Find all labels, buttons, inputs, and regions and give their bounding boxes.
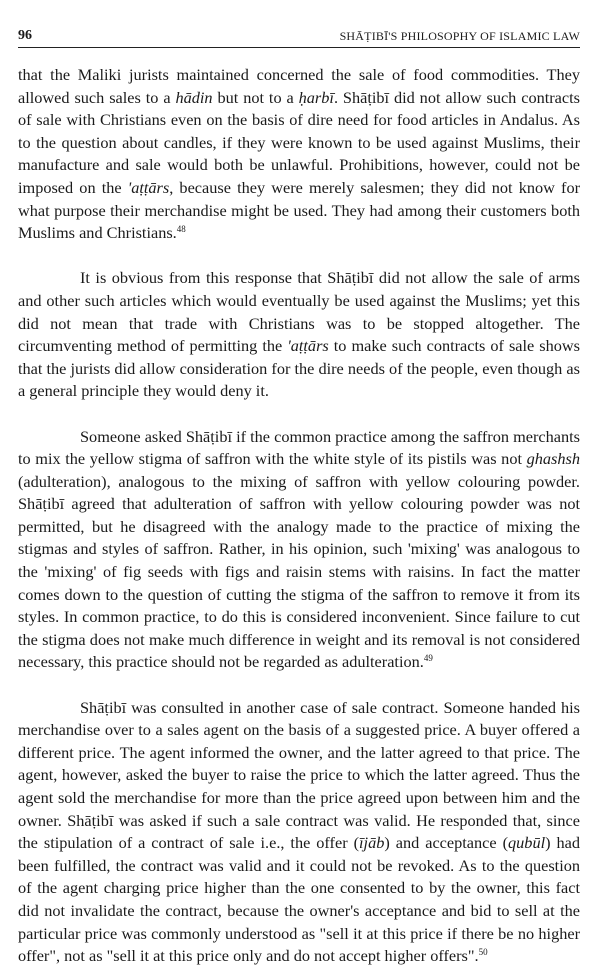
text-run: Shāṭibī was consulted in another case of sale contract. Someone handed his merchandise over to a sales agent on the basis of a suggested price. A buyer offered a different price. The agent informed the owner, and the latter agreed to that price. The agent, however, asked the buyer to raise the price to which the latter agreed. Thus the agent sold the merchandise for more than the price agreed upon between him and the owner. Shāṭibī was asked if such a sale contract was valid. He responded that, since the stipulation of a contract of sale i.e., the offer ( bbox=[18, 697, 580, 853]
text-run: (adulteration), analogous to the mixing of saffron with yellow colouring powder. Shāṭibī agreed that adulteration of saffron with yellow colouring powder was not permitted, but he disagreed with the analogy made to the practice of mixing the stigmas and styles of saffron. Rather, in his opinion, such 'mixing' was analogous to the 'mixing' of fig seeds with figs and raisin stems with raisins. In fact the matter comes down to the question of cutting the stigma of the saffron to remove it from its styles. In common practice, to do this is considered inconvenient. Since failure to cut the stigma does not make much difference in weight and its removal is not considered necessary, this practice should not be regarded as adulteration. bbox=[18, 471, 580, 672]
italic-term: ghashsh bbox=[526, 449, 580, 469]
italic-term: 'aṭṭārs bbox=[127, 177, 170, 197]
body-text bbox=[18, 64, 580, 968]
italic-term: 'aṭṭārs bbox=[287, 336, 329, 356]
italic-term: qubūl bbox=[508, 833, 546, 853]
paragraph-4 bbox=[18, 697, 580, 968]
italic-term: ḥarbī bbox=[298, 87, 334, 107]
text-run: ) and acceptance ( bbox=[384, 833, 509, 853]
text-run: that the Maliki jurists maintained concerned the sale of food commodities. They allowed such sales to a bbox=[18, 65, 580, 107]
page-header bbox=[18, 20, 580, 48]
text-run: ) had been fulfilled, the contract was valid and it could not be revoked. As to the question of the agent charging price higher than the one consented to by the owner, this fact did not invalidate the contract, because the owner's acceptance and bid to sell at the particular price was commonly understood as "sell it at this price if there be no higher offer", not as "sell it at this price only and do not accept higher offers". bbox=[18, 833, 581, 966]
paragraph-3 bbox=[18, 426, 580, 675]
footnote-ref: 48 bbox=[176, 224, 186, 235]
italic-term: hādin bbox=[175, 87, 213, 107]
text-run: to make such contracts of sale shows that the jurists did allow consideration for the dire needs of the people, even though as a general principle they would deny it. bbox=[18, 336, 581, 401]
paragraph-1 bbox=[18, 64, 580, 245]
paragraph-2 bbox=[18, 267, 580, 403]
italic-term: ījāb bbox=[359, 833, 385, 853]
text-run: . Shāṭibī did not allow such contracts of sale with Christians even on the basis of dire need for food articles in Andalus. As to the question about candles, if they were known to be used against Muslims, their manufacture and sale would both be unlawful. Prohibitions, however, could not be imposed on the bbox=[18, 87, 580, 197]
footnote-ref: 50 bbox=[478, 947, 488, 958]
footnote-ref: 49 bbox=[423, 653, 433, 664]
text-run: It is obvious from this response that Shāṭibī did not allow the sale of arms and other such articles which would eventually be used against the Muslims; yet this did not mean that trade with Christians was to be stopped altogether. The circumventing method of permitting the bbox=[18, 268, 580, 356]
text-run: , because they were merely salesmen; they did not know for what purpose their merchandise might be used. They had among their customers both Muslims and Christians. bbox=[18, 177, 581, 243]
text-run: but not to a bbox=[212, 87, 299, 107]
page-number: 96 bbox=[18, 28, 32, 43]
running-head: SHĀṬIBĪ'S PHILOSOPHY OF ISLAMIC LAW bbox=[339, 29, 580, 43]
text-run: Someone asked Shāṭibī if the common practice among the saffron merchants to mix the yellow stigma of saffron with the white style of its pistils was not bbox=[18, 426, 580, 469]
